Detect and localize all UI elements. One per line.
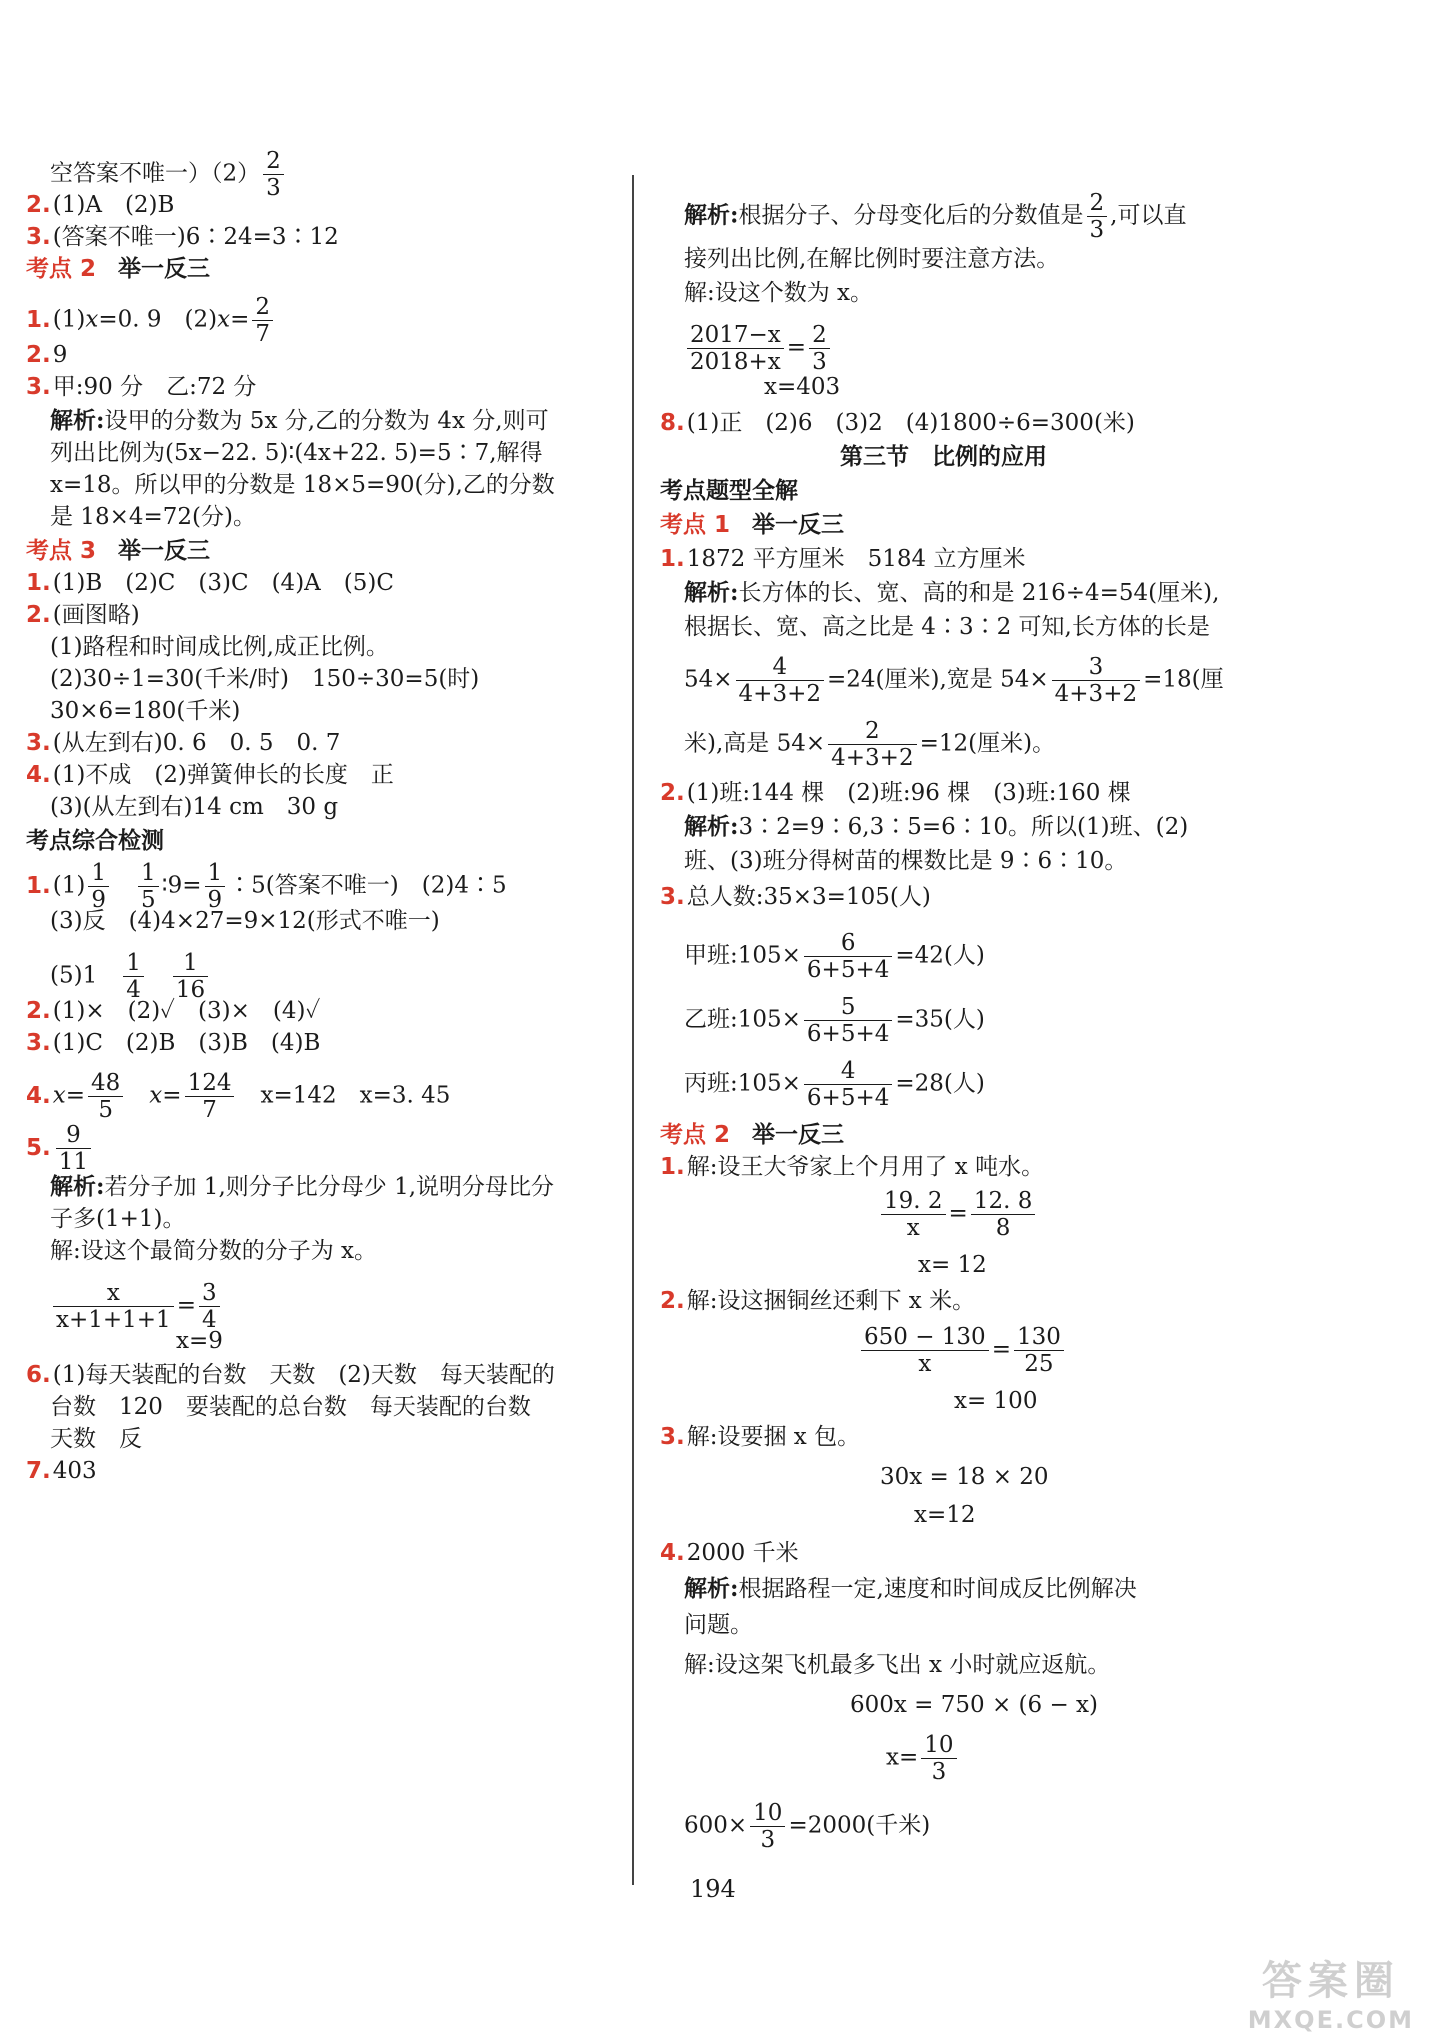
item-number: 7. — [26, 1458, 51, 1484]
answer-line: 3.(答案不唯一)6∶24=3∶12 — [26, 224, 339, 250]
section-heading: 考点题型全解 — [660, 478, 798, 504]
analysis-line: 解:设这个最简分数的分子为 x。 — [50, 1238, 378, 1264]
section-heading: 考点 3 举一反三 — [26, 538, 211, 564]
fraction: $\frac{1}{4}$ — [123, 950, 144, 1003]
item-number: 3. — [660, 1424, 685, 1450]
analysis-line: 解析:若分子加 1,则分子比分母少 1,说明分母比分 — [50, 1173, 555, 1200]
fraction: $\frac{2}{3}$ — [809, 322, 830, 375]
fraction: $\frac{2017-x}{2018+x}$ — [687, 322, 784, 375]
analysis-line: 解析:设甲的分数为 5x 分,乙的分数为 4x 分,则可 — [50, 407, 549, 434]
answer-line: 3.(从左到右)0. 6 0. 5 0. 7 — [26, 730, 341, 756]
fraction: $\frac{3}{4+3+2}$ — [1052, 654, 1140, 707]
fraction: $\frac{650 - 130}{x}$ — [861, 1324, 989, 1377]
fraction: $\frac{x}{x+1+1+1}$ — [53, 1280, 174, 1333]
answer-line: 1.(1)B (2)C (3)C (4)A (5)C — [26, 570, 394, 596]
answer-line: 7.403 — [26, 1458, 97, 1484]
item-number: 3. — [26, 730, 51, 756]
left-column — [26, 0, 626, 2042]
item-number: 3. — [26, 374, 51, 400]
item-number: 2. — [660, 1288, 685, 1314]
equation-line: $\frac{650 - 130}{x}$ = $\frac{130}{25}$ — [858, 1324, 1067, 1377]
fraction: $\frac{1}{9}$ — [205, 860, 226, 913]
item-number: 4. — [26, 762, 51, 788]
answer-line: 1.(1)x=0. 9 (2)x= $\frac{2}{7}$ — [26, 294, 276, 347]
answer-line: (1)路程和时间成比例,成正比例。 — [50, 634, 389, 660]
equation-line: 600× $\frac{10}{3}$ =2000(千米) — [684, 1800, 931, 1853]
equation-line: 甲班:105× $\frac{6}{6+5+4}$ =42(人) — [684, 930, 985, 983]
answer-line: 2.(1)A (2)B — [26, 192, 175, 218]
answer-line: (2)30÷1=30(千米/时) 150÷30=5(时) — [50, 666, 480, 692]
item-number: 4. — [26, 1082, 51, 1109]
column-divider — [632, 175, 634, 1885]
item-number: 6. — [26, 1362, 51, 1388]
equation-line: x= $\frac{10}{3}$ — [886, 1732, 960, 1785]
equation-line: 乙班:105× $\frac{5}{6+5+4}$ =35(人) — [684, 994, 985, 1047]
fraction: $\frac{130}{25}$ — [1014, 1324, 1064, 1377]
item-number: 1. — [660, 1154, 685, 1180]
fraction: $\frac{19. 2}{x}$ — [881, 1188, 946, 1241]
item-number: 3. — [26, 224, 51, 250]
fraction: $\frac{1}{5}$ — [138, 860, 159, 913]
fraction: $\frac{2}{4+3+2}$ — [828, 718, 916, 771]
section-title: 第三节 比例的应用 — [840, 444, 1047, 470]
analysis-line: 根据长、宽、高之比是 4∶3∶2 可知,长方体的长是 — [684, 614, 1210, 640]
item-number: 1. — [26, 570, 51, 596]
watermark-url: MXQE.COM — [1247, 2006, 1414, 2034]
item-number: 2. — [26, 998, 51, 1024]
fraction: $\frac{6}{6+5+4}$ — [804, 930, 892, 983]
item-number: 1. — [26, 306, 51, 333]
fraction: $\frac{48}{5}$ — [88, 1070, 123, 1123]
fraction: $\frac{9}{11}$ — [56, 1122, 91, 1175]
equation-line: x=9 — [176, 1328, 223, 1354]
watermark — [1248, 1949, 1414, 2034]
right-column — [660, 0, 1275, 2042]
page-number: 194 — [690, 1875, 736, 1903]
item-number: 2. — [26, 342, 51, 368]
answer-line: 1.解:设王大爷家上个月用了 x 吨水。 — [660, 1154, 1045, 1180]
analysis-line: 问题。 — [684, 1612, 753, 1638]
answer-line: 台数 120 要装配的总台数 每天装配的台数 — [50, 1394, 531, 1420]
item-number: 4. — [660, 1540, 685, 1566]
fraction: $\frac{12. 8}{8}$ — [971, 1188, 1036, 1241]
analysis-line: 解:设这个数为 x。 — [684, 280, 874, 306]
answer-line: 3.(1)C (2)B (3)B (4)B — [26, 1030, 321, 1056]
section-heading: 考点 2 举一反三 — [26, 256, 211, 282]
fraction: $\frac{4}{6+5+4}$ — [804, 1058, 892, 1111]
answer-line: 3.甲:90 分 乙:72 分 — [26, 374, 257, 400]
item-number: 3. — [660, 884, 685, 910]
answer-line: 8.(1)正 (2)6 (3)2 (4)1800÷6=300(米) — [660, 410, 1135, 436]
analysis-line: 是 18×4=72(分)。 — [50, 504, 256, 530]
analysis-line: 解析:根据分子、分母变化后的分数值是 $\frac{2}{3}$ ,可以直 — [684, 190, 1187, 243]
answer-line: 天数 反 — [50, 1426, 142, 1452]
equation-line: 30x = 18 × 20 — [880, 1464, 1049, 1490]
item-number: 5. — [26, 1134, 51, 1161]
section-heading: 考点 1 举一反三 — [660, 512, 845, 538]
equation-line: x= 100 — [954, 1388, 1038, 1414]
item-number: 2. — [26, 192, 51, 218]
fraction: $\frac{4}{4+3+2}$ — [736, 654, 824, 707]
analysis-line: 54× $\frac{4}{4+3+2}$ =24(厘米),宽是 54× $\frac{3}{4+3+2}$ =18(厘 — [684, 654, 1224, 707]
fraction: $\frac{3}{4}$ — [199, 1280, 220, 1333]
analysis-line: 解析:长方体的长、宽、高的和是 216÷4=54(厘米), — [684, 579, 1220, 606]
item-number: 2. — [26, 602, 51, 628]
analysis-line: 米),高是 54× $\frac{2}{4+3+2}$ =12(厘米)。 — [684, 718, 1056, 771]
fraction: $\frac{2}{3}$ — [263, 148, 284, 201]
answer-line: 4.2000 千米 — [660, 1540, 799, 1566]
equation-line: $\frac{2017-x}{2018+x}$ = $\frac{2}{3}$ — [684, 322, 833, 375]
answer-line: (3)(从左到右)14 cm 30 g — [50, 794, 339, 820]
answer-line: 6.(1)每天装配的台数 天数 (2)天数 每天装配的 — [26, 1362, 555, 1388]
answer-line: 4.x= $\frac{48}{5}$ x= $\frac{124}{7}$ x=142 x=3. 45 — [26, 1070, 451, 1123]
item-number: 1. — [660, 546, 685, 572]
item-number: 3. — [26, 1030, 51, 1056]
fraction: $\frac{2}{3}$ — [1087, 190, 1108, 243]
analysis-line: 接列出比例,在解比例时要注意方法。 — [684, 246, 1060, 272]
item-number: 1. — [26, 872, 51, 899]
fraction: $\frac{10}{3}$ — [921, 1732, 956, 1785]
analysis-line: x=18。所以甲的分数是 18×5=90(分),乙的分数 — [50, 472, 555, 498]
analysis-line: 子多(1+1)。 — [50, 1206, 186, 1232]
section-heading: 考点 2 举一反三 — [660, 1122, 845, 1148]
equation-line: x= 12 — [918, 1252, 987, 1278]
fraction: $\frac{5}{6+5+4}$ — [804, 994, 892, 1047]
answer-line: 3.解:设要捆 x 包。 — [660, 1424, 861, 1450]
analysis-line: 列出比例为(5x−22. 5)∶(4x+22. 5)=5∶7,解得 — [50, 440, 543, 466]
analysis-line: 解析:根据路程一定,速度和时间成反比例解决 — [684, 1575, 1137, 1602]
equation-line: 600x = 750 × (6 − x) — [850, 1692, 1099, 1718]
answer-line: 2.(1)班:144 棵 (2)班:96 棵 (3)班:160 棵 — [660, 780, 1131, 806]
answer-line: 3.总人数:35×3=105(人) — [660, 884, 931, 910]
fraction: $\frac{1}{9}$ — [88, 860, 109, 913]
answer-line: 2.(画图略) — [26, 602, 140, 628]
answer-line: 空答案不唯一）（2） $\frac{2}{3}$ — [50, 148, 287, 201]
fraction: $\frac{10}{3}$ — [750, 1800, 785, 1853]
answer-line — [26, 1122, 94, 1175]
analysis-line: 班、(3)班分得树苗的棵数比是 9∶6∶10。 — [684, 848, 1128, 874]
equation-line: x=12 — [914, 1502, 976, 1528]
equation-line: $\frac{19. 2}{x}$ = $\frac{12. 8}{8}$ — [878, 1188, 1038, 1241]
answer-line: 30×6=180(千米) — [50, 698, 241, 724]
answer-line: 4.(1)不成 (2)弹簧伸长的长度 正 — [26, 762, 394, 788]
answer-line: 2.9 — [26, 342, 68, 368]
section-heading: 考点综合检测 — [26, 828, 164, 854]
analysis-line: 解析:3∶2=9∶6,3∶5=6∶10。所以(1)班、(2) — [684, 813, 1189, 840]
answer-line: 1.1872 平方厘米 5184 立方厘米 — [660, 546, 1026, 572]
fraction: $\frac{1}{16}$ — [173, 950, 208, 1003]
watermark-logo: 答案圈 — [1261, 1958, 1400, 2004]
answer-line: (5)1 $\frac{1}{4}$ $\frac{1}{16}$ — [50, 950, 211, 1003]
analysis-line: 解:设这架飞机最多飞出 x 小时就应返航。 — [684, 1652, 1111, 1678]
fraction: $\frac{2}{7}$ — [252, 294, 273, 347]
answer-line: 2.解:设这捆铜丝还剩下 x 米。 — [660, 1288, 976, 1314]
fraction: $\frac{124}{7}$ — [185, 1070, 235, 1123]
equation-line: x=403 — [764, 374, 841, 400]
equation-line: $\frac{x}{x+1+1+1}$ = $\frac{3}{4}$ — [50, 1280, 223, 1333]
equation-line: 丙班:105× $\frac{4}{6+5+4}$ =28(人) — [684, 1058, 985, 1111]
answer-line: (3)反 (4)4×27=9×12(形式不唯一) — [50, 908, 440, 934]
item-number: 2. — [660, 780, 685, 806]
item-number: 8. — [660, 410, 685, 436]
answer-line: 2.(1)× (2)✓ (3)× (4)✓ — [26, 998, 321, 1024]
answer-line: 1.(1) $\frac{1}{9}$ $\frac{1}{5}$ ∶9= $\frac{1}{9}$ ∶5(答案不唯一) (2)4∶5 — [26, 860, 507, 913]
